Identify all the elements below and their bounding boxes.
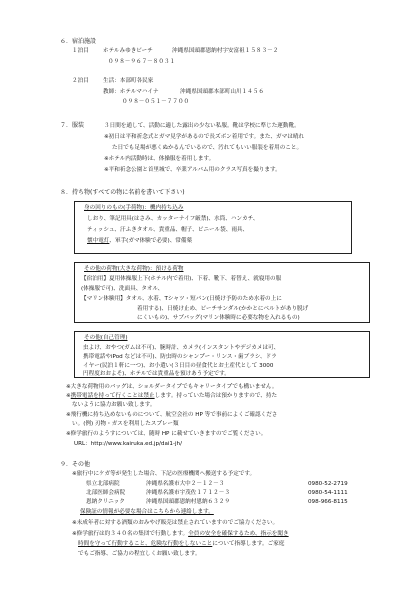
- night1-address: 沖縄県国頭郡恩納村字安富祖１５８３－２: [172, 48, 279, 54]
- hospital-2-tel: 0980-54-1111: [308, 490, 348, 496]
- self-managed-line-4: 円程度おおよそ)、ホテルでは貴重品を預けあう予定です。: [83, 371, 230, 377]
- self-managed-line-1: 虫よけ、おやつ(ガムは不可)、腕時計、カメラ(インスタントやデジカメは可、: [83, 345, 280, 351]
- note-flight: ※飛行機に持ち込めないものについて、航空会社の HP 等で事前によくご確認くださ: [66, 412, 278, 418]
- insurance-note: 保険証の情報が必要な場合はこちらから連絡します。: [80, 509, 214, 515]
- group-note-2a: 時間を守って行動すること、危険な行動をしないこと: [78, 541, 213, 547]
- note-bags: ※大きな荷物用のバッグは、ショルダータイプでもキャリータイプでも構いません。: [66, 384, 278, 390]
- school-url[interactable]: URL：http://www.kairuka.ed.jp/dai1-jh/: [74, 441, 182, 447]
- note-phone-cont: ないように協力お願い致します。: [72, 402, 156, 408]
- self-managed-line-2: 携帯電話やiPod などは不可)、防虫時のシャンプー・リンス・歯ブラシ、ドラ: [83, 354, 277, 360]
- night1-tel: ０９８－９６７－８０３１: [108, 59, 176, 65]
- carry-on-line-1: しおり、筆記用具(はさみ、カッターナイフ厳禁)、水筒、ハンカチ、: [87, 216, 259, 222]
- night1-hotel: ホテルみゆきビーチ: [103, 48, 153, 54]
- checked-luggage-box: [74, 262, 370, 323]
- night2-tel: ０９８－０５１－７７００: [122, 99, 190, 105]
- carry-on-box: [74, 201, 352, 254]
- clothing-line-5: ※平和祈念公園と首里城で、卒業アルバム用のクラス写真を撮ります。: [104, 167, 281, 173]
- clothing-line-1: ３日間を通して、活動に適した露出の少ない私服。靴は学校に準じた運動靴。: [104, 123, 300, 129]
- carry-on-line-3: [87, 237, 192, 245]
- self-managed-box: [74, 331, 370, 378]
- alcohol-note: ※未成年者に対する酒類のおみやげ販売は禁止されていますのでご協力ください。: [72, 520, 279, 526]
- hospital-1-tel: 0980-52-2719: [308, 481, 348, 487]
- section-7-title: ７．服装: [60, 122, 85, 129]
- flashlight-text: 懐中電灯: [87, 238, 110, 244]
- hospital-1-address: 沖縄県名護市大中２－１２－３: [146, 481, 225, 487]
- group-note-3: でもご指導、ご協力の程宜しくお願い致します。: [78, 551, 201, 557]
- hospital-3-name: 恩納クリニック: [86, 499, 125, 505]
- hospital-3-tel: 098-966-8115: [308, 499, 348, 505]
- section-9-title: ９．その他: [60, 461, 91, 468]
- self-managed-title: その他(自己管理): [84, 335, 128, 341]
- phone-ban-text: 携帯電話を持って行くことは禁止: [70, 393, 155, 399]
- checked-line-1: 【宿泊用】夏用体操服上下(ホテル内で着用)、下着、靴下、着替え、就寝用の服: [81, 276, 282, 282]
- section-6-title: ６．宿泊施設: [60, 38, 97, 45]
- clothing-line-4: ※ホテル内活動時は、体操服を着用します。: [104, 156, 215, 162]
- checked-line-2: (体操服で可)、洗面具、タオル、: [81, 286, 164, 292]
- night2-label: ２泊目: [72, 78, 89, 84]
- medical-note: ※旅行中にケガ等が発生した場合、下記の医療機関へ搬送する予定です。: [72, 471, 256, 477]
- checked-line-5: にくいもの)、サブバッグ(マリン体験時に必要な物を入れるもの): [137, 315, 300, 321]
- group-note-2: [78, 540, 284, 548]
- note-phone-rest: します。持っていた場合は預かりますので、持た: [154, 393, 278, 399]
- self-managed-line-3: イヤー(民泊１軒に一つ)、お小遣い(３日目の昼食代とお土産代として 3000: [83, 363, 274, 369]
- group-note-1a: ※修学旅行は約３４０名の集団で行動します。: [72, 531, 189, 537]
- night2-teacher-hotel: 教師：ホテルマハイナ: [103, 89, 159, 95]
- group-note-1: [72, 530, 289, 538]
- hospital-2-address: 沖縄県名護市宇茂佐１７１２－３: [146, 490, 230, 496]
- checked-luggage-title: その他の荷物(大きな荷物)：預ける荷物: [84, 266, 184, 272]
- carry-on-line-2: ティッシュ、汗ふきタオル、貴重品、帽子、ビニール袋、雨具、: [87, 227, 249, 233]
- carry-on-title: 身の回りのもの(手荷物)：機内持ち込み: [84, 205, 184, 211]
- note-phone-mark: ※: [66, 393, 71, 399]
- hospital-2-name: 北部医師会病院: [86, 490, 126, 496]
- note-phone: [66, 392, 277, 400]
- section-8-title: ８．持ち物(すべての物に名前を書いて下さい): [60, 189, 185, 196]
- carry-on-line-3-rest: 、軍手(ガマ体験で必要)、常備薬: [109, 238, 193, 244]
- checked-line-4: 着用する)、日焼け止め、ビーチサンダル(かかとにベルトがあり脱げ: [137, 306, 309, 312]
- night2-lodging: 生活：本部町各民家: [103, 78, 154, 84]
- hospital-3-address: 沖縄県国頭郡恩納村恩納６３２９: [146, 499, 230, 505]
- clothing-line-3: た日でも足場が悪くぬかるんでいるので、汚れてもいい服装を着用のこと。: [112, 145, 303, 151]
- hospital-1-name: 県立北部病院: [86, 481, 120, 487]
- clothing-line-2: ※初日は平和祈念式とガマ見学があるので長ズボン着用です。また、ガマは晴れ: [104, 134, 305, 140]
- checked-line-3: 【マリン体験用】タオル、水着、Tシャツ・短パン(日焼け予防のため水着の上に: [81, 296, 282, 302]
- note-flight-cont: い。(例) 刃物・ガスを利用したスプレー類: [72, 421, 179, 427]
- night1-label: １泊目: [72, 48, 89, 54]
- group-note-1b: 全員の安全を確保するため、指示を聞き: [188, 531, 289, 537]
- note-homepage: ※修学旅行のようすについては、随時 HP に載せていきますのでご覧ください。: [66, 431, 267, 437]
- night2-teacher-address: 沖縄県国頭郡本部町山川１４５６: [180, 89, 264, 95]
- group-note-2b: について指導します。ご家庭: [212, 541, 285, 547]
